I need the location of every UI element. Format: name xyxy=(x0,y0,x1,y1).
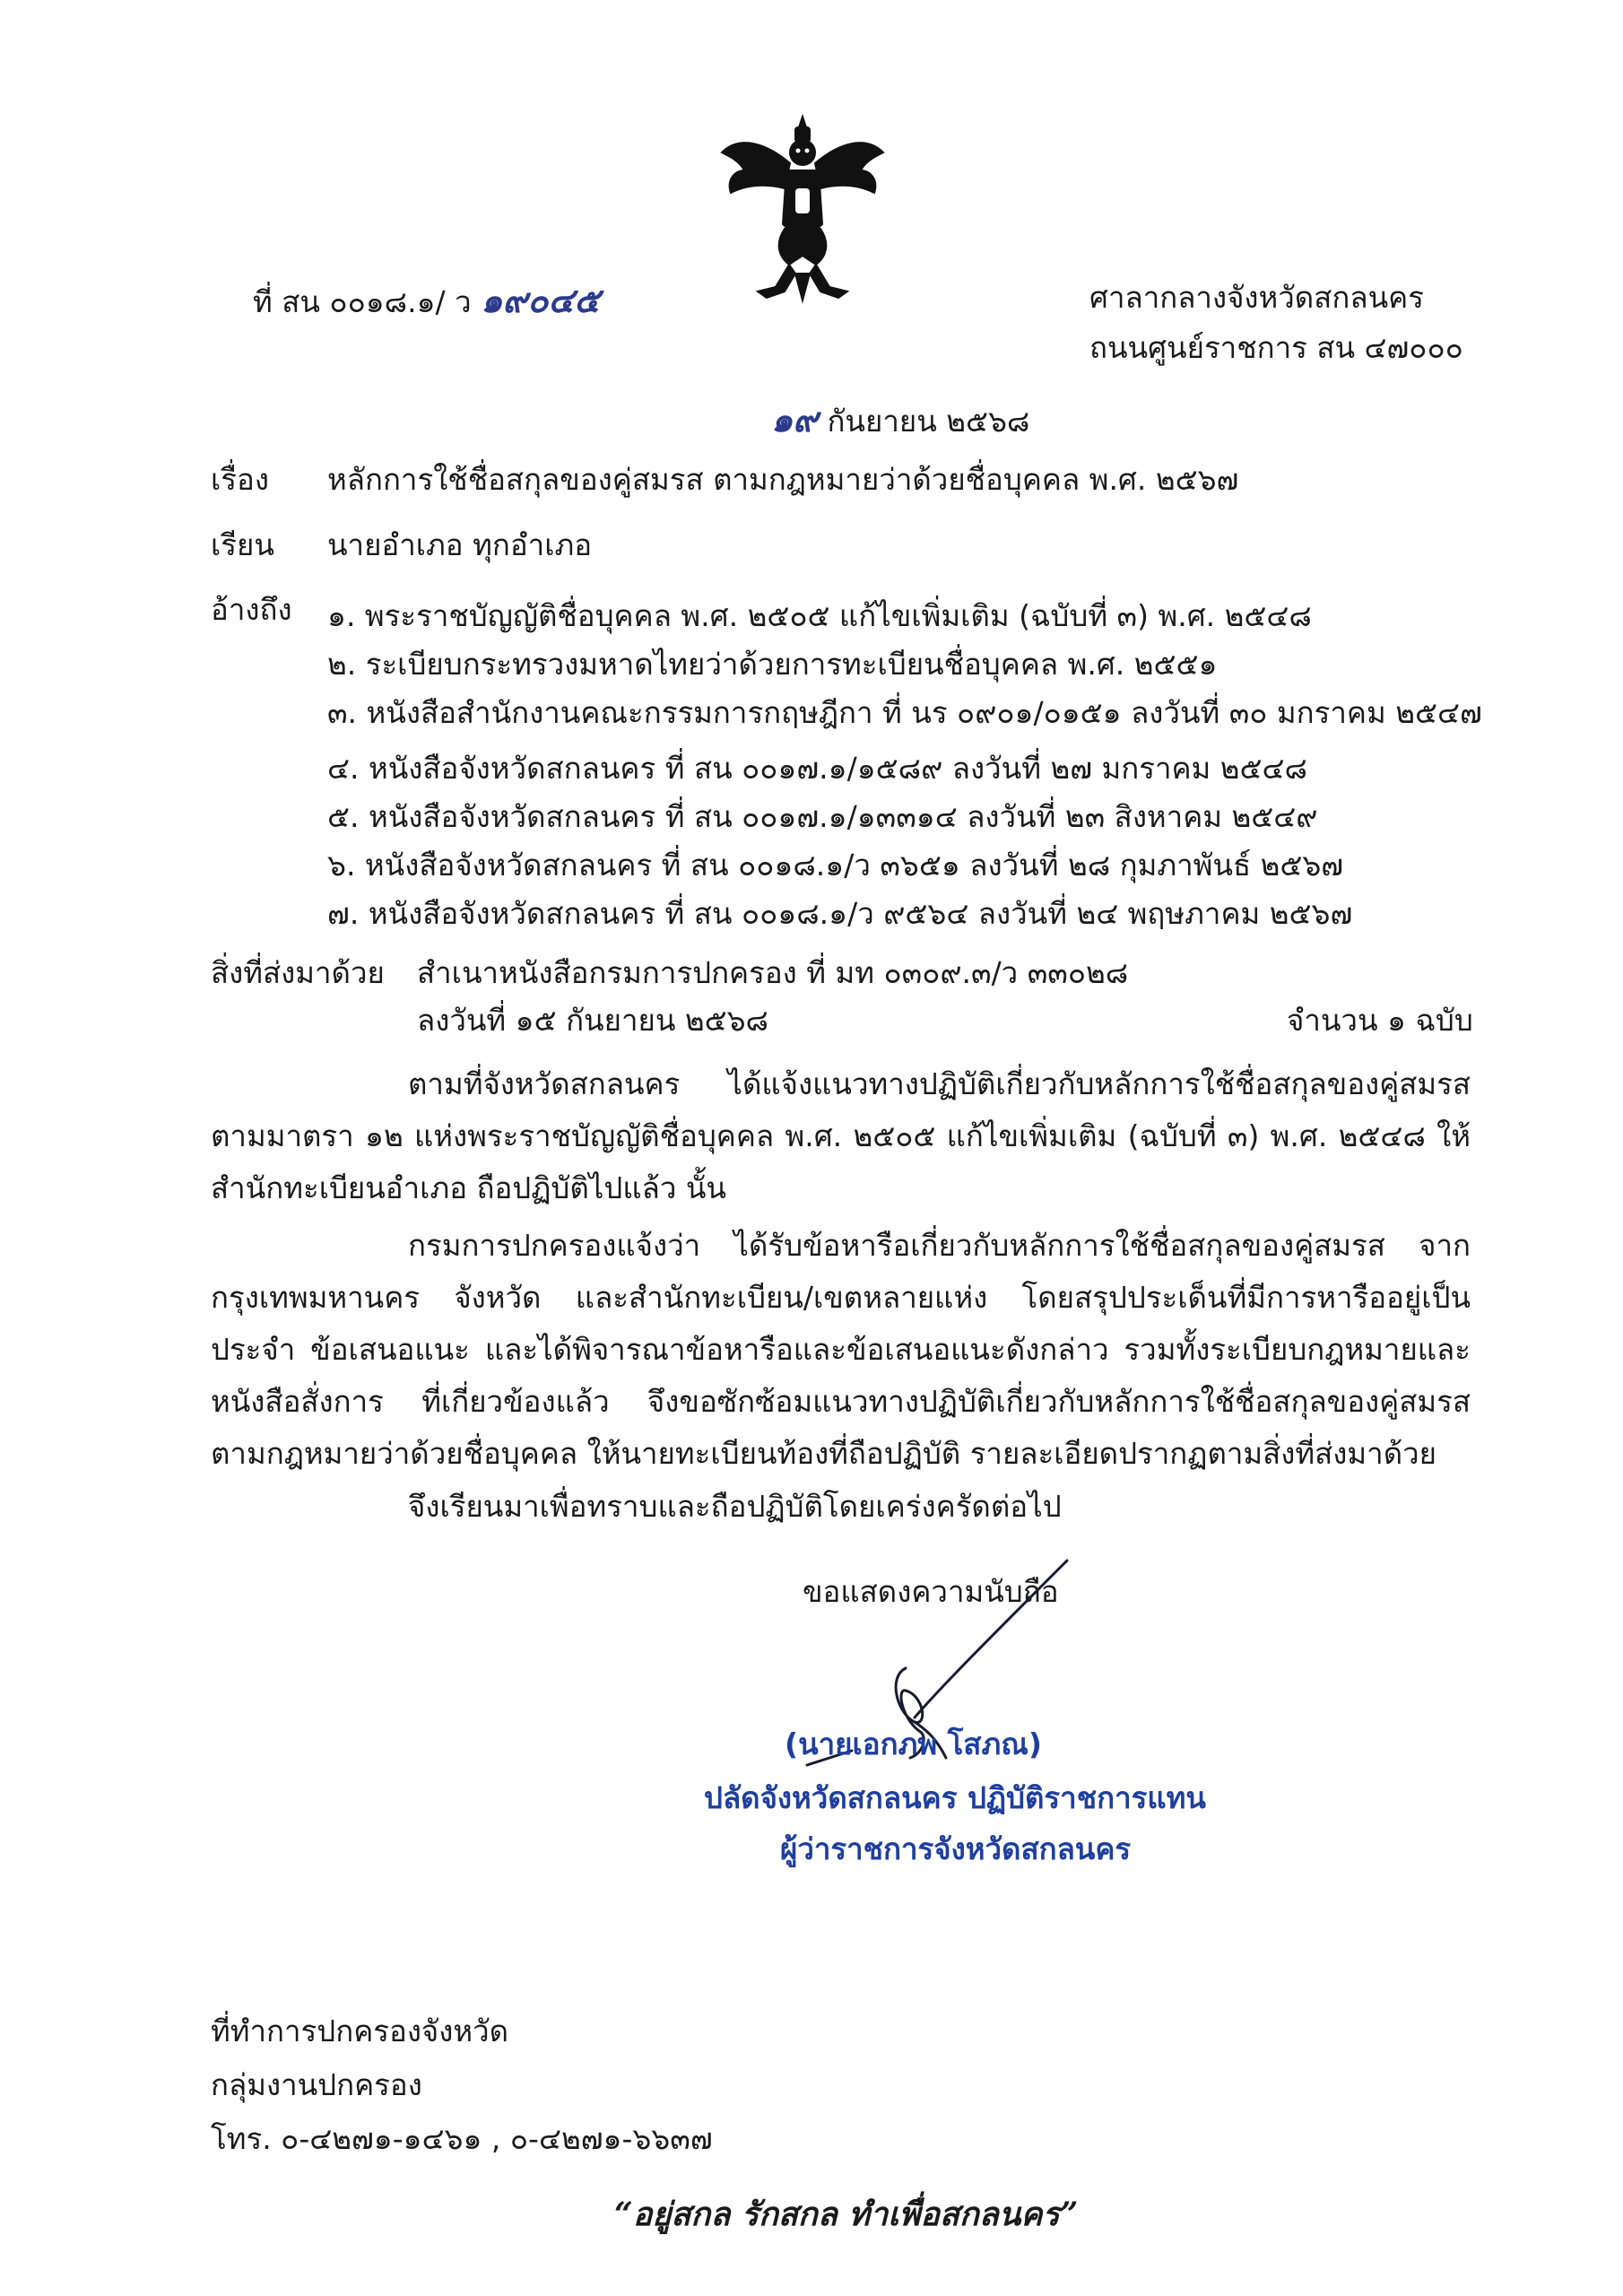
references-label: อ้างถึง xyxy=(211,592,292,627)
body-paragraph-1 xyxy=(211,1058,1471,1214)
body-paragraph-2 xyxy=(211,1220,1471,1480)
signer-title-2: ผู้ว่าราชการจังหวัดสกลนคร xyxy=(780,1831,1132,1866)
closing-line: จึงเรียนมาเพื่อทราบและถือปฏิบัติโดยเคร่งครัดต่อไป xyxy=(408,1489,1062,1524)
ref-number xyxy=(253,280,600,321)
garuda-emblem-icon xyxy=(713,108,892,314)
reference-item-4: ๔. หนังสือจังหวัดสกลนคร ที่ สน ๐๐๑๗.๑/๑๕๘๙ ลงวันที่ ๒๗ มกราคม ๒๕๔๘ xyxy=(327,751,1307,786)
subject-text: หลักการใช้ชื่อสกุลของคู่สมรส ตามกฎหมายว่าด้วยชื่อบุคคล พ.ศ. ๒๕๖๗ xyxy=(327,462,1239,497)
recipient-label: เรียน xyxy=(211,527,274,562)
body-paragraph-1-text: ตามที่จังหวัดสกลนคร ได้แจ้งแนวทางปฏิบัติเกี่ยวกับหลักการใช้ชื่อสกุลของคู่สมรส ตามมาตรา ๑๒ แห่งพระราชบัญญัติชื่อบุคคล พ.ศ. ๒๕๐๕ แก้ไขเพิ่มเติม (ฉบับที่ ๓) พ.ศ. ๒๕๔๘ ให้สำนักทะเบียนอำเภอ ถือปฏิบัติไปแล้ว นั้น xyxy=(211,1066,1471,1205)
office-name: ศาลากลางจังหวัดสกลนคร xyxy=(1089,280,1424,315)
signer-name: (นายเอกภพ โสภณ) xyxy=(785,1726,1042,1761)
footer-division: กลุ่มงานปกครอง xyxy=(211,2067,422,2102)
signer-title-1: ปลัดจังหวัดสกลนคร ปฏิบัติราชการแทน xyxy=(704,1780,1206,1815)
date-month-year: กันยายน ๒๕๖๘ xyxy=(827,404,1030,439)
recipient-text: นายอำเภอ ทุกอำเภอ xyxy=(327,527,593,562)
enclosure-count: จำนวน ๑ ฉบับ xyxy=(1287,1003,1473,1038)
reference-item-5: ๕. หนังสือจังหวัดสกลนคร ที่ สน ๐๐๑๗.๑/๑๓๓๑๔ ลงวันที่ ๒๓ สิงหาคม ๒๕๔๙ xyxy=(327,799,1318,834)
reference-item-3: ๓. หนังสือสำนักงานคณะกรรมการกฤษฎีกา ที่ นร ๐๙๐๑/๐๑๕๑ ลงวันที่ ๓๐ มกราคม ๒๕๔๗ xyxy=(327,695,1482,730)
reference-item-1: ๑. พระราชบัญญัติชื่อบุคคล พ.ศ. ๒๕๐๕ แก้ไขเพิ่มเติม (ฉบับที่ ๓) พ.ศ. ๒๕๔๘ xyxy=(327,598,1312,633)
letter-date xyxy=(771,399,1029,440)
reference-item-6: ๖. หนังสือจังหวัดสกลนคร ที่ สน ๐๐๑๘.๑/ว ๓๖๕๑ ลงวันที่ ๒๘ กุมภาพันธ์ ๒๕๖๗ xyxy=(327,848,1344,883)
salutation: ขอแสดงความนับถือ xyxy=(803,1574,1059,1609)
ref-number-handwritten: ๑๙๐๔๕ xyxy=(481,280,600,320)
body-paragraph-2-text: กรมการปกครองแจ้งว่า ได้รับข้อหารือเกี่ยวกับหลักการใช้ชื่อสกุลของคู่สมรส จากกรุงเทพมหานคร จังหวัด และสำนักทะเบียน/เขตหลายแห่ง โดยสรุปประเด็นที่มีการหารืออยู่เป็นประจำ ข้อเสนอแนะ และได้พิจารณาข้อหารือและข้อเสนอแนะดังกล่าว รวมทั้งระเบียบกฎหมายและหนังสือสั่งการ ที่เกี่ยวข้องแล้ว จึงขอซักซ้อมแนวทางปฏิบัติเกี่ยวกับหลักการใช้ชื่อสกุลของคู่สมรส ตามกฎหมายว่าด้วยชื่อบุคคล ให้นายทะเบียนท้องที่ถือปฏิบัติ รายละเอียดปรากฏตามสิ่งที่ส่งมาด้วย xyxy=(211,1228,1471,1471)
footer-department: ที่ทำการปกครองจังหวัด xyxy=(211,2013,509,2048)
enclosure-label: สิ่งที่ส่งมาด้วย xyxy=(211,955,385,990)
footer-phone: โทร. ๐-๔๒๗๑-๑๔๖๑ , ๐-๔๒๗๑-๖๖๓๗ xyxy=(211,2121,713,2156)
ref-number-printed: ที่ สน ๐๐๑๘.๑/ ว xyxy=(253,284,472,319)
enclosure-line2: ลงวันที่ ๑๕ กันยายน ๒๕๖๘ xyxy=(417,1003,769,1038)
subject-label: เรื่อง xyxy=(211,462,269,497)
enclosure-line1: สำเนาหนังสือกรมการปกครอง ที่ มท ๐๓๐๙.๓/ว ๓๓๐๒๘ xyxy=(417,955,1129,990)
office-address: ถนนศูนย์ราชการ สน ๔๗๐๐๐ xyxy=(1089,330,1463,365)
reference-item-7: ๗. หนังสือจังหวัดสกลนคร ที่ สน ๐๐๑๘.๑/ว ๙๕๖๔ ลงวันที่ ๒๔ พฤษภาคม ๒๕๖๗ xyxy=(327,896,1353,931)
reference-item-2: ๒. ระเบียบกระทรวงมหาดไทยว่าด้วยการทะเบียนชื่อบุคคล พ.ศ. ๒๕๕๑ xyxy=(327,647,1218,682)
footer-slogan: “อยู่สกล รักสกล ทำเพื่อสกลนคร” xyxy=(614,2196,1079,2233)
date-day-handwritten: ๑๙ xyxy=(771,399,818,439)
